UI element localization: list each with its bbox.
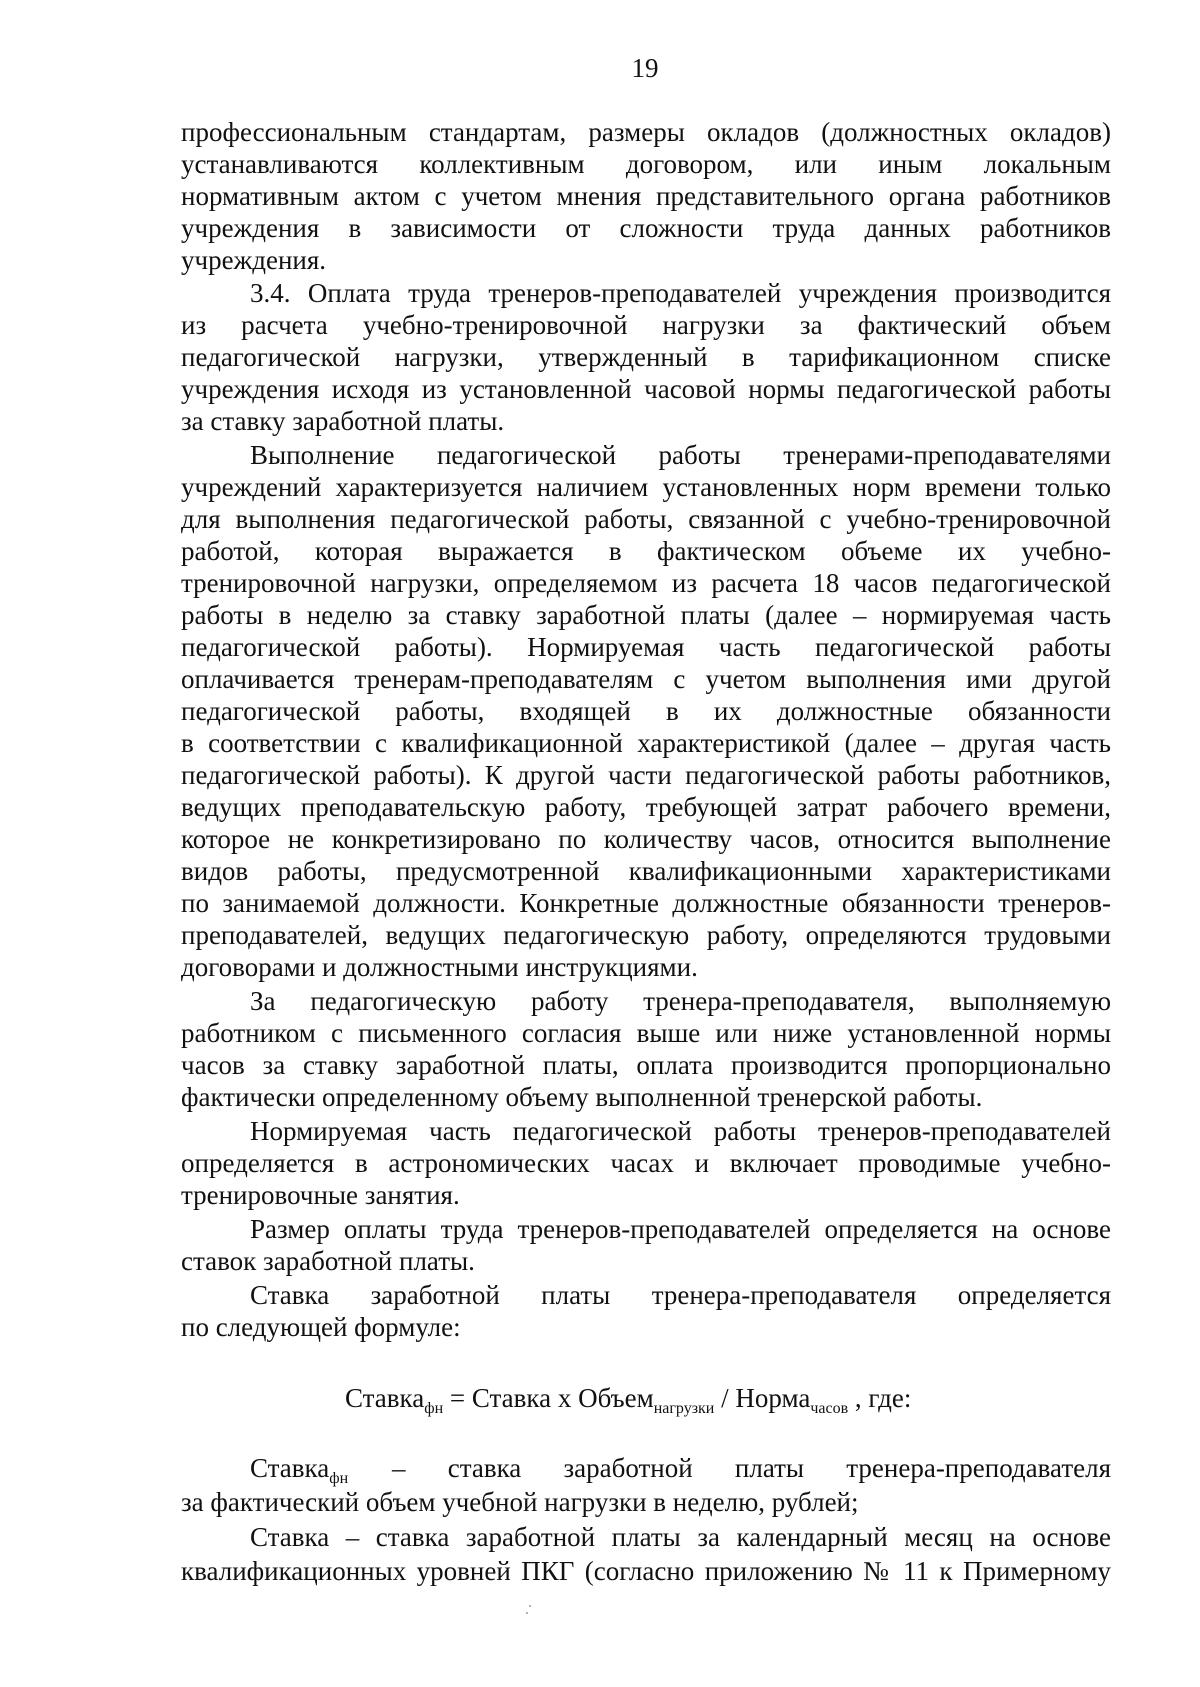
definition-term-subscript: фн — [329, 1470, 349, 1487]
definition-term: Ставка — [250, 1453, 330, 1483]
text-line: договорами и должностными инструкциями. — [181, 952, 698, 982]
formula-division-part: / Норма — [714, 1383, 811, 1413]
text-line: Выполнение педагогической работы тренерами-преподавателями — [250, 440, 1111, 470]
text-line: которое не конкретизировано по количеству часов, относится выполнение — [181, 824, 1111, 854]
salary-formula — [345, 1378, 911, 1418]
text-line: устанавливаются коллективным договором, или иным локальным — [181, 149, 1111, 179]
text-line: нормативным актом с учетом мнения представительного органа работников — [181, 181, 1111, 211]
text-line: определяется в астрономических часах и включает проводимые учебно- — [181, 1148, 1111, 1178]
text-line: За педагогическую работу тренера-преподавателя, выполняемую — [250, 986, 1111, 1016]
text-line: Нормируемая часть педагогической работы тренеров-преподавателей — [250, 1116, 1111, 1146]
text-line: видов работы, предусмотренной квалификационными характеристиками — [181, 856, 1111, 886]
text-line: преподавателей, ведущих педагогическую работу, определяются трудовыми — [181, 920, 1111, 950]
formula-equals-part: = Ставка x Объем — [443, 1383, 654, 1413]
text-line: по следующей формуле: — [181, 1312, 461, 1342]
scan-speck — [526, 1612, 528, 1614]
formula-tail: , где: — [848, 1383, 912, 1413]
scan-speck — [529, 1605, 531, 1607]
text-line: учреждения исходя из установленной часовой нормы педагогической работы — [181, 374, 1111, 404]
text-line: 3.4. Оплата труда тренеров-преподавателей учреждения производится — [250, 278, 1111, 308]
text-line: работы в неделю за ставку заработной платы (далее – нормируемая часть — [181, 600, 1111, 630]
text-line: работой, которая выражается в фактическом объеме их учебно- — [181, 536, 1111, 566]
text-line: оплачивается тренерам-преподавателям с учетом выполнения ими другой — [181, 664, 1111, 694]
text-line: за фактический объем учебной нагрузки в неделю, рублей; — [181, 1487, 859, 1517]
text-line: учреждения. — [181, 245, 327, 275]
text-line: Ставка заработной платы тренера-преподавателя определяется — [250, 1280, 1111, 1310]
text-line: учреждения в зависимости от сложности труда данных работников — [181, 213, 1111, 243]
page-number: 19 — [631, 53, 659, 83]
text-line: учреждений характеризуется наличием установленных норм времени только — [181, 472, 1111, 502]
text-line: ведущих преподавательскую работу, требующей затрат рабочего времени, — [181, 792, 1111, 822]
text-line: для выполнения педагогической работы, связанной с учебно-тренировочной — [181, 504, 1111, 534]
text-line: педагогической нагрузки, утвержденный в тарификационном списке — [181, 342, 1111, 372]
text-line: ставок заработной платы. — [181, 1246, 475, 1276]
text-line: Ставка – ставка заработной платы за календарный месяц на основе — [250, 1522, 1111, 1552]
text-line: Размер оплаты труда тренеров-преподавателей определяется на основе — [250, 1214, 1111, 1244]
definition-text-line: – ставка заработной платы тренера-преподавателя — [392, 1453, 1111, 1483]
text-line: педагогической работы). К другой части педагогической работы работников, — [181, 760, 1111, 790]
text-line: тренировочные занятия. — [181, 1180, 460, 1210]
text-line: из расчета учебно-тренировочной нагрузки за фактический объем — [181, 310, 1111, 340]
text-line: профессиональным стандартам, размеры окладов (должностных окладов) — [181, 117, 1111, 147]
text-line: в соответствии с квалификационной характеристикой (далее – другая часть — [181, 728, 1111, 758]
text-line: часов за ставку заработной платы, оплата производится пропорционально — [181, 1050, 1111, 1080]
formula-norm-subscript: часов — [810, 1400, 849, 1417]
text-line: по занимаемой должности. Конкретные должностные обязанности тренеров- — [181, 888, 1111, 918]
text-line: за ставку заработной платы. — [181, 406, 505, 436]
text-line: тренировочной нагрузки, определяемом из расчета 18 часов педагогической — [181, 568, 1111, 598]
text-line: квалификационных уровней ПКГ (согласно приложению № 11 к Примерному — [181, 1556, 1111, 1586]
formula-lhs: Ставка — [345, 1383, 425, 1413]
text-line: работником с письменного согласия выше или ниже установленной нормы — [181, 1018, 1111, 1048]
formula-lhs-subscript: фн — [424, 1400, 444, 1417]
formula-volume-subscript: нагрузки — [653, 1400, 715, 1417]
text-line: педагогической работы, входящей в их должностные обязанности — [181, 696, 1111, 726]
text-line: педагогической работы). Нормируемая часть педагогической работы — [181, 632, 1111, 662]
text-line: фактически определенному объему выполненной тренерской работы. — [181, 1082, 983, 1112]
